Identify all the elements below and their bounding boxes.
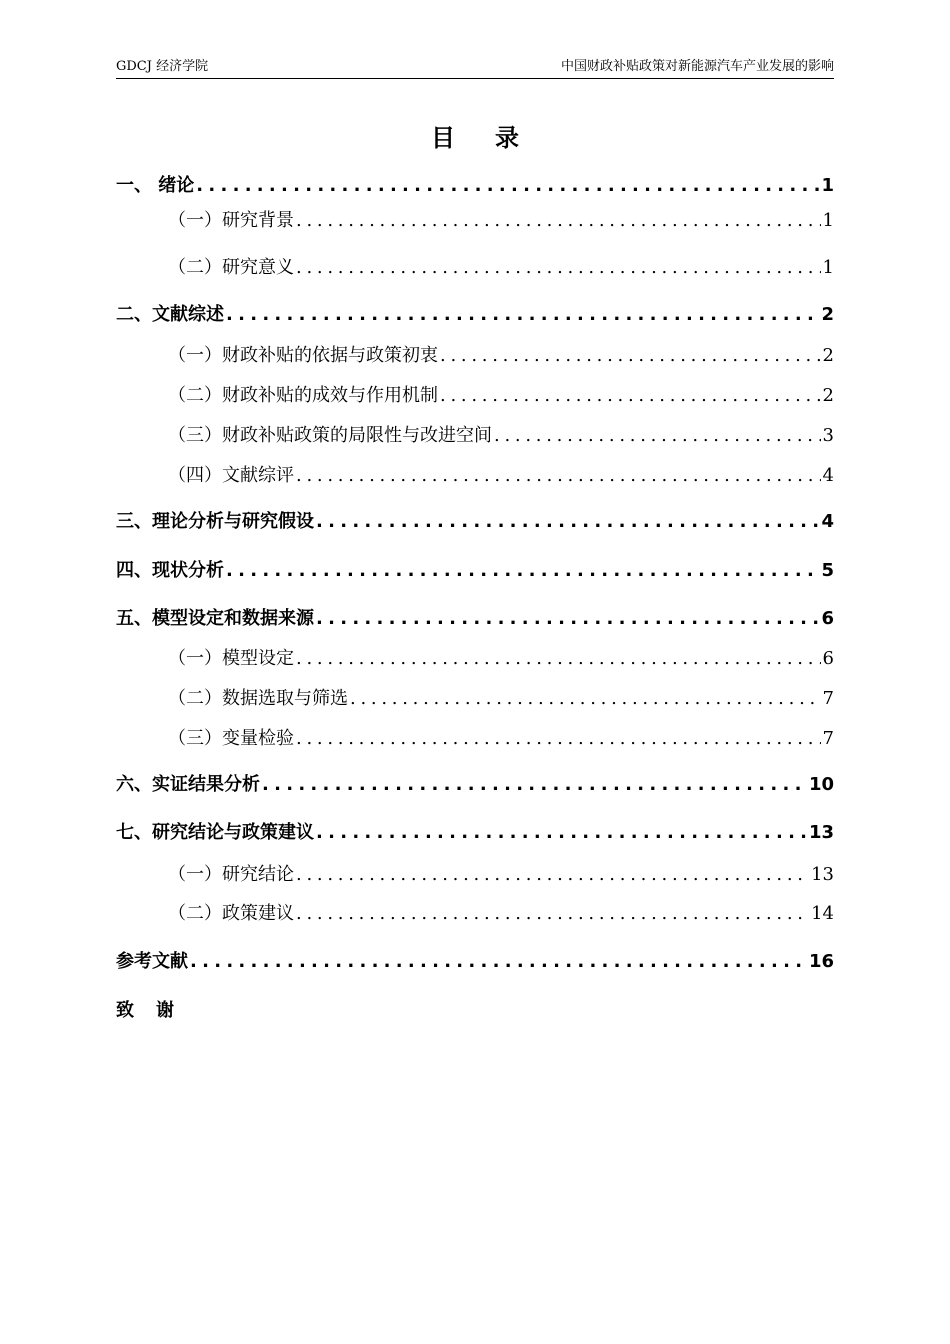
toc-entry-label: 三、理论分析与研究假设 bbox=[116, 511, 314, 532]
toc-dot-leader bbox=[190, 950, 807, 974]
toc-entry-2-3[interactable] bbox=[168, 422, 834, 448]
toc-dot-leader bbox=[226, 559, 819, 583]
toc-entry-page: 1 bbox=[822, 210, 834, 231]
toc-entry-page: 3 bbox=[822, 425, 834, 446]
toc-entry-5[interactable] bbox=[116, 605, 834, 631]
toc-entry-page: 6 bbox=[821, 608, 834, 629]
toc-entry-acknowledgement[interactable]: 致谢 bbox=[116, 1000, 196, 1021]
toc-entry-6[interactable] bbox=[116, 771, 834, 797]
toc-entry-page: 2 bbox=[822, 345, 834, 366]
toc-entry-7-1[interactable] bbox=[168, 861, 834, 887]
toc-dot-leader bbox=[296, 209, 821, 233]
toc-dot-leader bbox=[350, 687, 821, 711]
toc-entry-5-2[interactable] bbox=[168, 685, 834, 711]
toc-entry-7[interactable] bbox=[116, 819, 834, 845]
toc-entry-page: 5 bbox=[821, 560, 834, 581]
toc-dot-leader bbox=[440, 344, 821, 368]
toc-entry-2-1[interactable] bbox=[168, 342, 834, 368]
toc-entry-3[interactable] bbox=[116, 508, 834, 534]
toc-dot-leader bbox=[262, 773, 807, 797]
toc-entry-label: （一）研究结论 bbox=[168, 864, 294, 885]
toc-entry-label: 六、实证结果分析 bbox=[116, 774, 260, 795]
toc-entry-page: 4 bbox=[821, 511, 834, 532]
toc-entry-page: 2 bbox=[822, 385, 834, 406]
toc-entry-5-1[interactable] bbox=[168, 645, 834, 671]
toc-entry-page: 10 bbox=[808, 774, 834, 795]
toc-entry-1[interactable] bbox=[116, 172, 834, 198]
toc-entry-page: 13 bbox=[808, 822, 834, 843]
toc-entry-4[interactable] bbox=[116, 557, 834, 583]
toc-entry-1-2[interactable] bbox=[168, 254, 834, 280]
toc-entry-page: 1 bbox=[822, 257, 834, 278]
toc-dot-leader bbox=[316, 510, 819, 534]
toc-entry-label: （二）政策建议 bbox=[168, 903, 294, 924]
toc-dot-leader bbox=[296, 647, 821, 671]
toc-entry-1-1[interactable] bbox=[168, 207, 834, 233]
toc-dot-leader bbox=[316, 821, 807, 845]
toc-entry-label: （一）财政补贴的依据与政策初衷 bbox=[168, 345, 438, 366]
toc-entry-label: （二）研究意义 bbox=[168, 257, 294, 278]
toc-entry-page: 14 bbox=[811, 903, 834, 924]
toc-entry-references[interactable] bbox=[116, 948, 834, 974]
toc-entry-label: （二）财政补贴的成效与作用机制 bbox=[168, 385, 438, 406]
toc-entry-7-2[interactable] bbox=[168, 900, 834, 926]
toc-entry-5-3[interactable] bbox=[168, 725, 834, 751]
header-left-text: GDCJ 经济学院 bbox=[116, 59, 209, 74]
toc-entry-label: 七、研究结论与政策建议 bbox=[116, 822, 314, 843]
toc-entry-label: 二、文献综述 bbox=[116, 304, 224, 325]
toc-entry-page: 4 bbox=[822, 465, 834, 486]
toc-entry-2[interactable] bbox=[116, 301, 834, 327]
toc-dot-leader bbox=[494, 424, 821, 448]
toc-entry-label: （三）财政补贴政策的局限性与改进空间 bbox=[168, 425, 492, 446]
toc-dot-leader bbox=[196, 174, 819, 198]
toc-entry-page: 1 bbox=[821, 175, 834, 196]
toc-entry-2-4[interactable] bbox=[168, 462, 834, 488]
toc-entry-page: 16 bbox=[808, 951, 834, 972]
toc-dot-leader bbox=[296, 902, 809, 926]
toc-entry-page: 7 bbox=[822, 688, 834, 709]
toc-dot-leader bbox=[440, 384, 821, 408]
toc-entry-label: （三）变量检验 bbox=[168, 728, 294, 749]
toc-entry-label: （一）模型设定 bbox=[168, 648, 294, 669]
toc-entry-page: 2 bbox=[821, 304, 834, 325]
toc-entry-label: 五、模型设定和数据来源 bbox=[116, 608, 314, 629]
toc-dot-leader bbox=[296, 727, 821, 751]
toc-dot-leader bbox=[296, 256, 821, 280]
toc-entry-page: 13 bbox=[811, 864, 834, 885]
toc-entry-label: （一）研究背景 bbox=[168, 210, 294, 231]
toc-dot-leader bbox=[226, 303, 819, 327]
toc-dot-leader bbox=[316, 607, 819, 631]
table-of-contents bbox=[116, 0, 834, 1344]
toc-entry-label: （四）文献综评 bbox=[168, 465, 294, 486]
toc-entry-label: （二）数据选取与筛选 bbox=[168, 688, 348, 709]
toc-entry-label: 四、现状分析 bbox=[116, 560, 224, 581]
toc-entry-page: 6 bbox=[822, 648, 834, 669]
toc-entry-label: 参考文献 bbox=[116, 951, 188, 972]
toc-dot-leader bbox=[296, 464, 821, 488]
toc-entry-page: 7 bbox=[822, 728, 834, 749]
page-title: 目录 bbox=[431, 124, 559, 152]
toc-dot-leader bbox=[296, 863, 809, 887]
toc-entry-label: 一、 绪论 bbox=[116, 175, 195, 196]
header-right-text: 中国财政补贴政策对新能源汽车产业发展的影响 bbox=[560, 59, 834, 74]
toc-entry-2-2[interactable] bbox=[168, 382, 834, 408]
